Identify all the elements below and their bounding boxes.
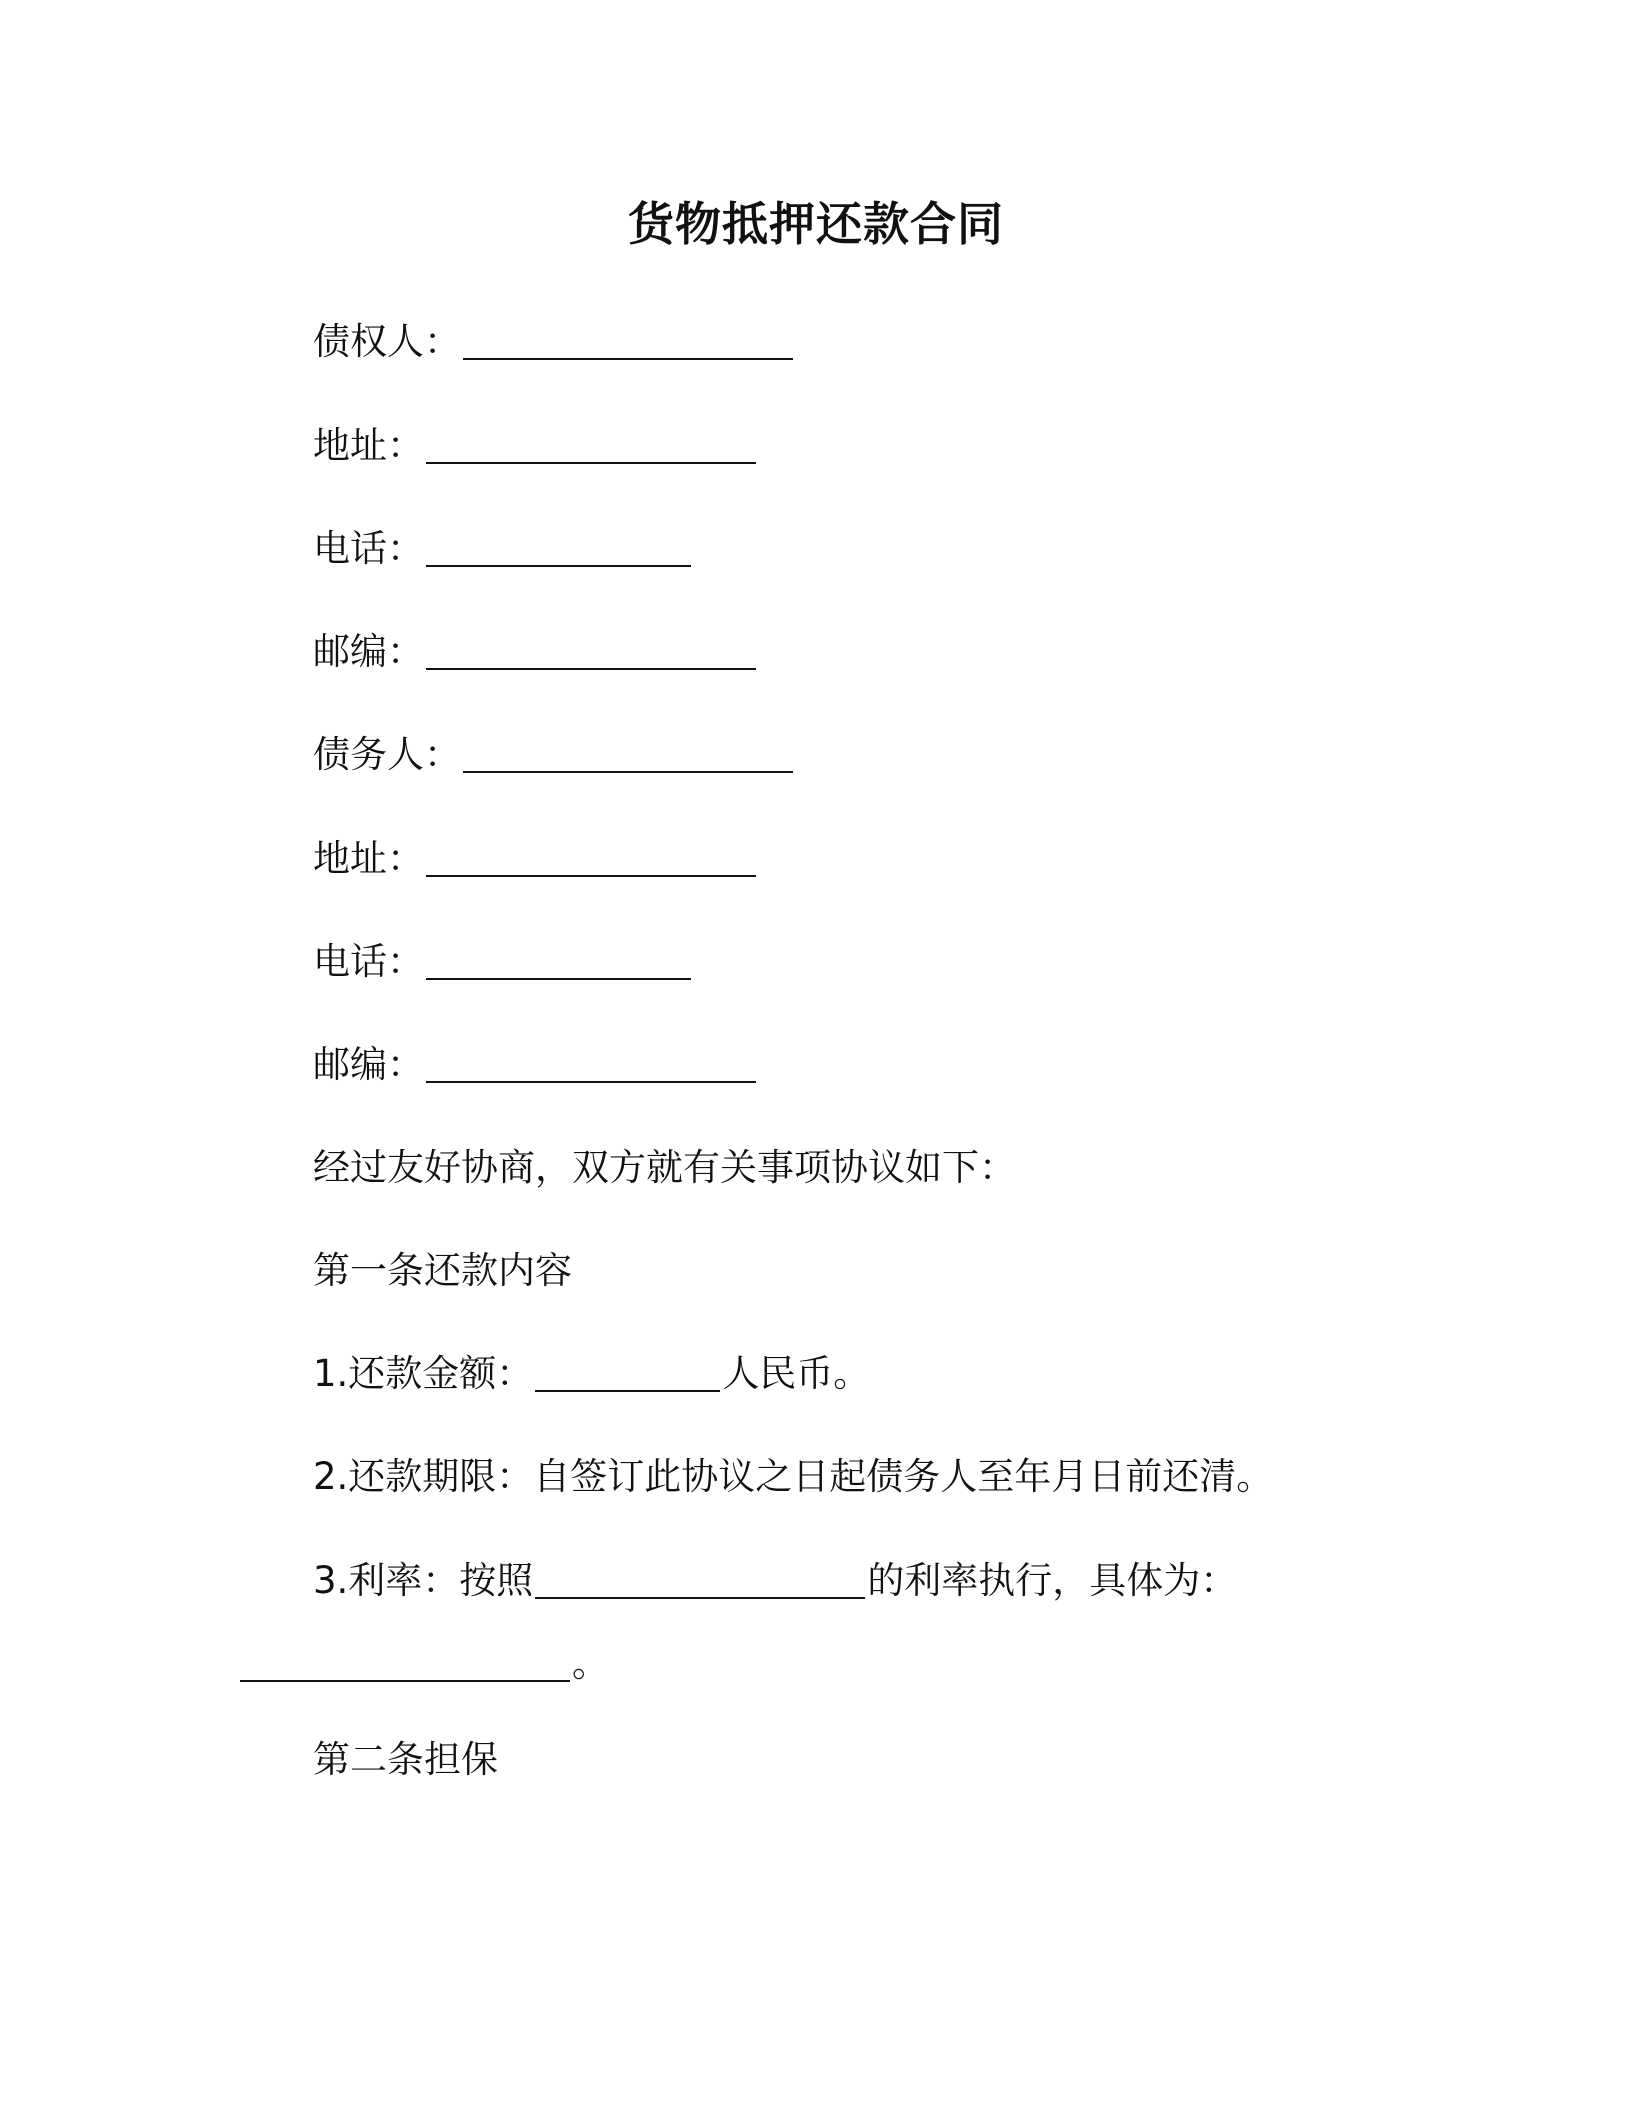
creditor-address-blank (426, 424, 756, 464)
creditor-phone-line (313, 523, 693, 575)
debtor-phone-line (313, 936, 693, 988)
creditor-address-label: 地址： (313, 424, 424, 467)
debtor-address-blank (426, 837, 756, 877)
creditor-blank (463, 320, 793, 360)
item-3-blank (535, 1559, 865, 1599)
debtor-address-line (313, 833, 758, 885)
intro-paragraph: 经过友好协商，双方就有关事项协议如下： (313, 1146, 1016, 1189)
creditor-phone-label: 电话： (313, 527, 424, 570)
creditor-address-line (313, 420, 758, 472)
debtor-zip-blank (426, 1043, 756, 1083)
debtor-phone-label: 电话： (313, 940, 424, 983)
debtor-zip-line (313, 1039, 758, 1091)
item-3-end: 。 (572, 1642, 609, 1685)
item-2-line: 2.还款期限：自签订此协议之日起债务人至年月日前还清。 (313, 1455, 1274, 1498)
debtor-line (313, 729, 795, 781)
item-3-line (313, 1555, 1237, 1607)
debtor-address-label: 地址： (313, 837, 424, 880)
debtor-label: 债务人： (313, 733, 461, 776)
item-3-detail-blank (240, 1642, 570, 1682)
debtor-blank (463, 733, 793, 773)
document-title: 货物抵押还款合同 (628, 197, 1004, 251)
creditor-line (313, 316, 795, 368)
debtor-zip-label: 邮编： (313, 1043, 424, 1086)
creditor-phone-blank (426, 527, 691, 567)
creditor-zip-blank (426, 630, 756, 670)
item-3-prefix: 3.利率：按照 (313, 1559, 534, 1602)
item-1-suffix: 人民币。 (722, 1352, 871, 1395)
creditor-zip-label: 邮编： (313, 630, 424, 673)
item-1-blank (535, 1352, 720, 1392)
creditor-label: 债权人： (313, 320, 461, 363)
item-1-prefix: 1.还款金额： (313, 1352, 534, 1395)
item-3-suffix: 的利率执行，具体为： (867, 1559, 1238, 1602)
article-2-heading: 第二条担保 (313, 1738, 498, 1781)
creditor-zip-line (313, 626, 758, 678)
debtor-phone-blank (426, 940, 691, 980)
article-1-heading: 第一条还款内容 (313, 1249, 572, 1292)
item-3-continuation (238, 1638, 609, 1690)
item-1-line (313, 1348, 870, 1400)
